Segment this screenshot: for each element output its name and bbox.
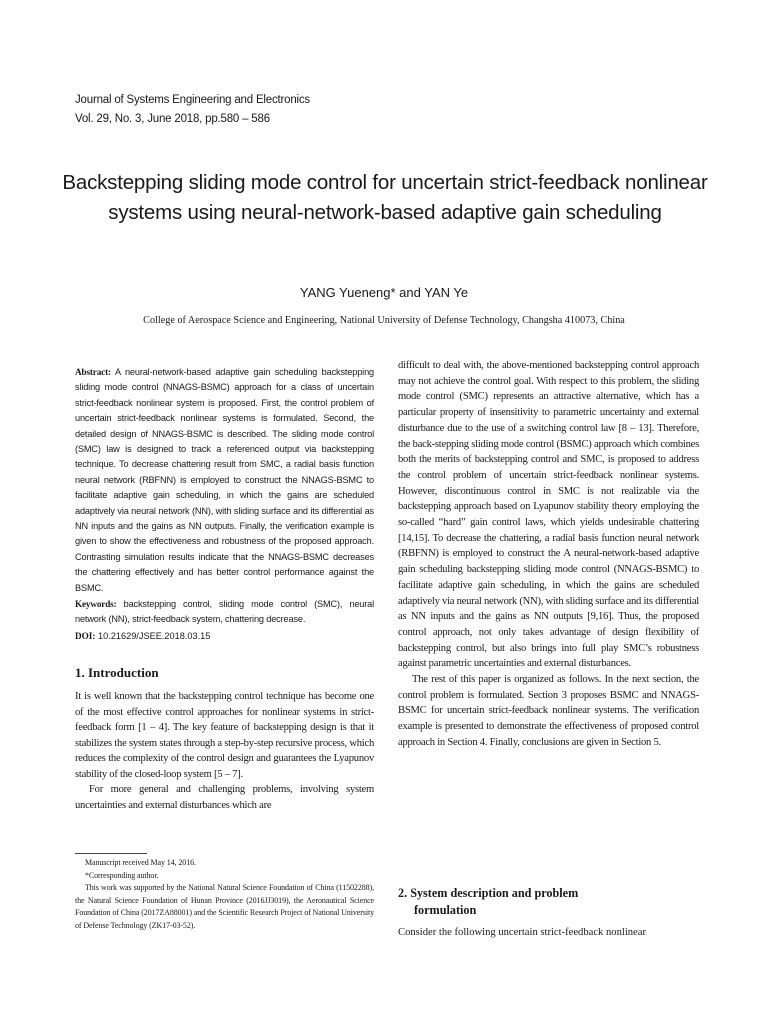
section-2-first-line: Consider the following uncertain strict-feedback nonlinear	[398, 927, 646, 938]
intro-paragraph: It is well known that the backstepping control technique has become one of the most effective control approaches for nonlinear systems in strict-feedback form [1 – 4]. The key feature of backstepping design is that it stabilizes the system states through a step-by-step recursive process, which reduces the complexity of the control design and guarantees the Lyapunov stability of the closed-loop system [5 – 7].	[75, 691, 374, 780]
body-paragraph: difficult to deal with, the above-mentioned backstepping control approach may not achieve the control goal. With respect to this problem, the sliding mode control (SMC) represents an attractive alternative, which has a particular property of insensitivity to parametric uncertainty and external disturbance due to the use of a switching control law [8 – 13]. Therefore, the back-stepping sliding mode control (BSMC) approach which combines both the merits of backstepping control and SMC, is proposed to address the control problem of uncertain strict-feedback nonlinear systems. However, discontinuous control in SMC is not realizable via the backstepping approach based on Lyapunov stability theory employing the so-called “hard” gain control laws, which yields undesirable chattering [14,15]. To decrease the chattering, a radial basis function neural network (RBFNN) is employed to construct the A neural-network-based adaptive gain scheduling backstepping sliding mode control (NNAGS-BSMC) to facilitate adaptive gain scheduling, in which the gains are scheduled adaptively via neural network (NN), with sliding surface and its differential as NN inputs and the gains as NN outputs [9,16]. Thus, the proposed control approach, not only takes advantage of design flexibility of backstepping control, but also brings into full play SMC’s robustness against parametric uncertainties and external disturbances.	[398, 360, 699, 670]
journal-volume: Vol. 29, No. 3, June 2018, pp.580 – 586	[75, 113, 270, 125]
intro-paragraph: For more general and challenging problems, involving system uncertainties and external disturbances which are	[75, 784, 374, 811]
abstract-label: Abstract:	[75, 367, 111, 377]
journal-header	[75, 91, 310, 129]
footnote: This work was supported by the National Natural Science Foundation of China (11502288), the Natural Science Foundation of Hunan Province (2016JJ3019), the Aeronautical Science Foundation of China (2017ZA88001) and the Scientific Research Project of National University of Defense Technology (ZK17-03-52).	[75, 883, 374, 930]
authors: YANG Yueneng* and YAN Ye	[299, 285, 469, 300]
section-2-heading-line2: formulation	[414, 902, 477, 917]
abstract	[75, 365, 374, 596]
footnote-divider	[75, 853, 147, 854]
doi	[75, 631, 374, 641]
footnote: Manuscript received May 14, 2016.	[85, 858, 196, 867]
section-2-heading-line1: 2. System description and problem	[398, 886, 579, 900]
footnotes	[75, 857, 374, 933]
section-2-heading	[398, 885, 699, 918]
doi-text: 10.21629/JSEE.2018.03.15	[97, 631, 211, 641]
keywords	[75, 597, 374, 628]
footnote: *Corresponding author.	[85, 870, 159, 880]
journal-name: Journal of Systems Engineering and Electronics	[75, 94, 310, 106]
abstract-text: A neural-network-based adaptive gain scheduling backstepping sliding mode control (NNAGS-BSMC) approach for a class of uncertain strict-feedback nonlinear system is proposed. First, the control problem of uncertain strict-feedback nonlinear systems is formulated. Second, the detailed design of NNAGS-BSMC is described. The sliding mode control (SMC) law is designed to track a referenced output via backstepping technique. To decrease chattering result from SMC, a radial basis function neural network (RBFNN) is employed to construct the NNAGS-BSMC to facilitate adaptive gain scheduling, in which the gains are scheduled adaptively via neural network (NN), with sliding surface and its differential as NN inputs and the gains as NN outputs. Finally, the verification example is given to show the effectiveness and robustness of the proposed approach. Contrasting simulation results indicate that the NNAGS-BSMC decreases the chattering effectively and has better control performance against the BSMC.	[75, 367, 374, 593]
introduction-body	[75, 689, 374, 813]
keywords-label: Keywords:	[75, 599, 117, 609]
section-1-heading: 1. Introduction	[75, 665, 159, 680]
affiliation: College of Aerospace Science and Engineering, National University of Defense Technology, Changsha 410073, China	[143, 315, 625, 326]
paper-title: Backstepping sliding mode control for uncertain strict-feedback nonlinear systems using neural-network-based adaptive gain scheduling	[62, 171, 708, 224]
body-paragraph: The rest of this paper is organized as follows. In the next section, the control problem is formulated. Section 3 proposes BSMC and NNAGS-BSMC for uncertain strict-feedback nonlinear systems. The verification example is presented to demonstrate the effectiveness of proposed control approach in Section 4. Finally, conclusions are given in Section 5.	[398, 674, 699, 748]
doi-label: DOI:	[75, 631, 96, 641]
right-column-body	[398, 358, 699, 751]
keywords-text: backstepping control, sliding mode control (SMC), neural network (NN), strict-feedback system, chattering decrease.	[75, 599, 375, 625]
